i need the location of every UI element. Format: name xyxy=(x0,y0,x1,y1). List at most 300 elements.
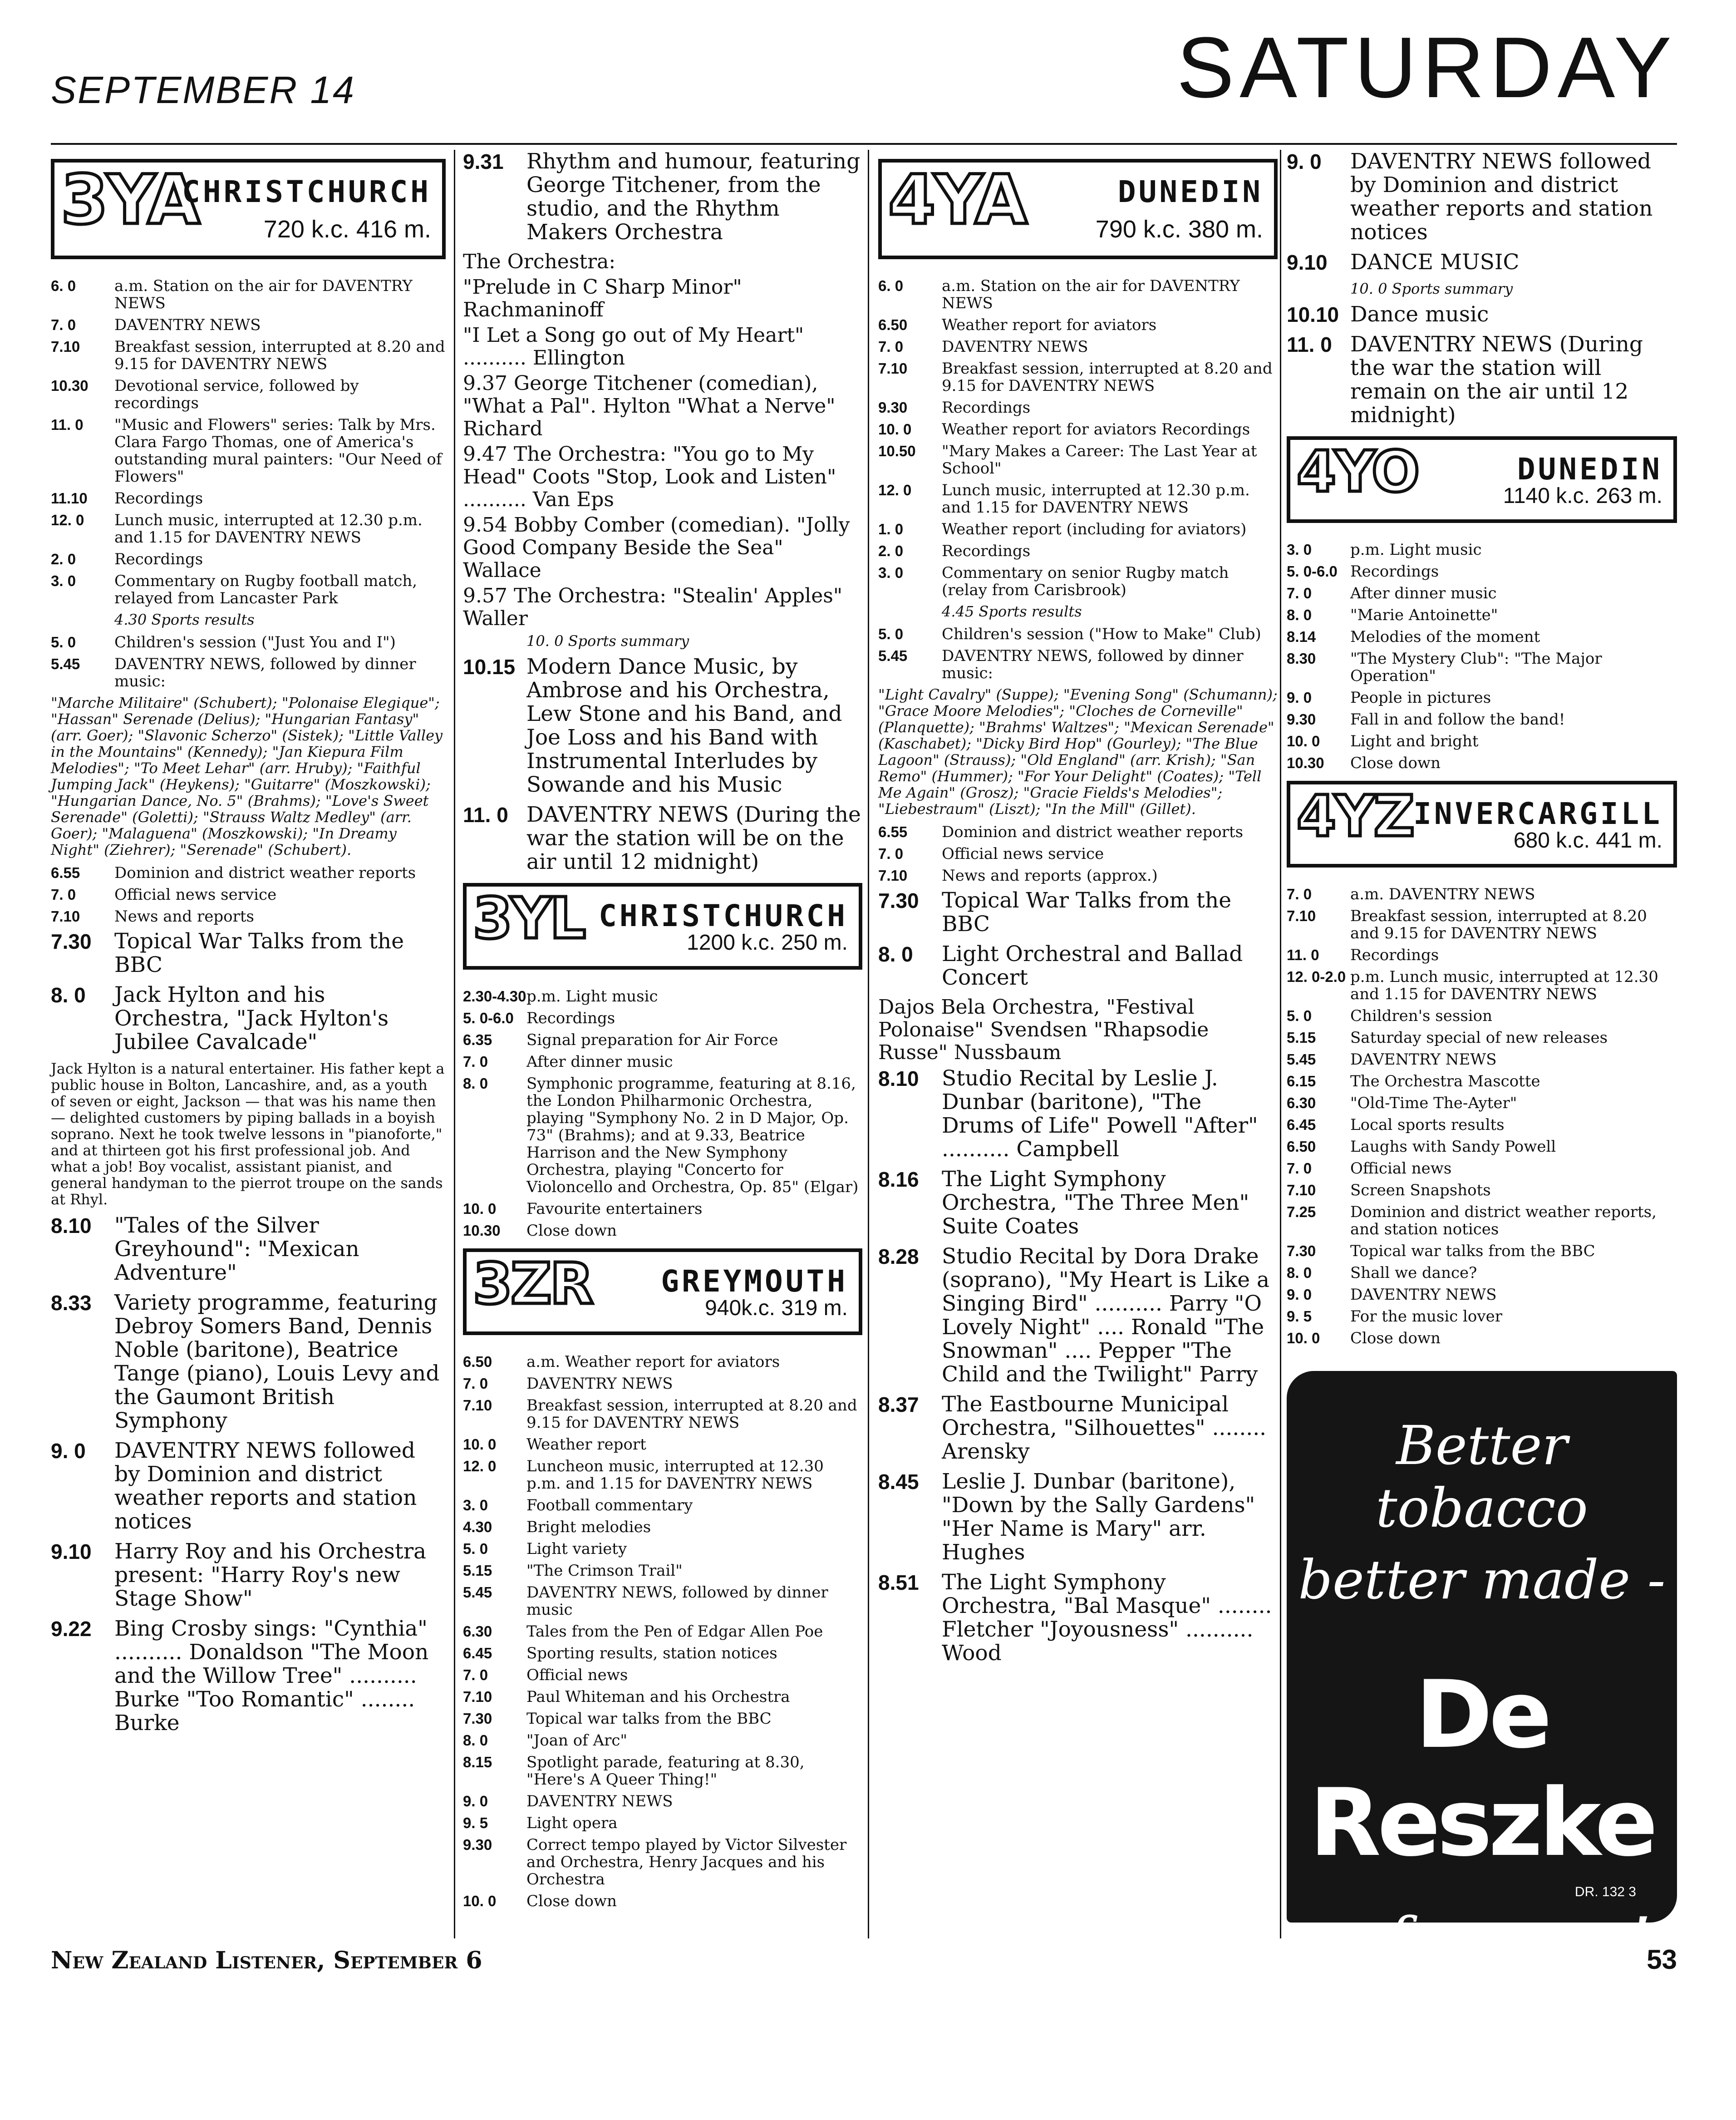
program-description: Close down xyxy=(1350,1329,1441,1347)
program-description: Recordings xyxy=(526,1009,615,1027)
program-row xyxy=(878,1067,1278,1161)
program-time: 6.50 xyxy=(463,1353,492,1370)
program-time: 6.15 xyxy=(1287,1073,1316,1090)
program-description: Favourite entertainers xyxy=(526,1200,703,1218)
program-description: Bright melodies xyxy=(526,1518,651,1536)
program-time: 8.51 xyxy=(878,1571,919,1594)
program-row xyxy=(51,886,446,903)
program-row xyxy=(1287,968,1677,1003)
program-time: 5. 0 xyxy=(463,1540,488,1557)
program-time: 7. 0 xyxy=(463,1666,488,1683)
program-description: Melodies of the moment xyxy=(1350,628,1540,646)
program-row xyxy=(1287,150,1677,244)
program-time: 7. 0 xyxy=(878,845,904,862)
program-row xyxy=(1287,1007,1677,1025)
program-row xyxy=(463,1010,862,1027)
program-row xyxy=(1287,628,1677,646)
program-description: Sporting results, station notices xyxy=(526,1644,777,1662)
program-row xyxy=(51,930,446,977)
program-row xyxy=(51,416,446,485)
program-time: 5.15 xyxy=(463,1562,492,1579)
program-description: Topical war talks from the BBC xyxy=(526,1710,772,1728)
program-time: 8. 0 xyxy=(1287,1264,1312,1281)
program-row xyxy=(878,542,1278,560)
program-row xyxy=(1287,754,1677,772)
program-row xyxy=(1287,1330,1677,1347)
column-3 xyxy=(878,150,1278,1938)
program-description: Weather report (including for aviators) xyxy=(942,520,1247,538)
program-row xyxy=(51,1291,446,1433)
program-row xyxy=(463,1584,862,1618)
program-time: 10.30 xyxy=(1287,754,1324,771)
station-call-sign: 4YO xyxy=(1297,439,1418,505)
program-time: 5.15 xyxy=(1287,1029,1316,1046)
program-row xyxy=(878,1571,1278,1665)
program-row xyxy=(463,655,862,797)
program-time: 9.30 xyxy=(463,1836,492,1853)
program-note: 10. 0 Sports summary xyxy=(526,632,689,650)
program-time: 9.31 xyxy=(463,150,504,173)
program-description: Studio Recital by Dora Drake (soprano), "My Heart is Like a Singing Bird" .......... Parry "O Lovely Night" .... Ronald "The Snowman" .... Pepper "The Child and the Twilight" Parry xyxy=(942,1244,1270,1387)
program-description: Official news service xyxy=(114,886,277,904)
station-call-sign: 3ZR xyxy=(473,1251,592,1317)
program-time: 11. 0 xyxy=(463,803,508,827)
dinner-music-list: "Light Cavalry" (Suppe); "Evening Song" (Schumann); "Grace Moore Melodies"; "Cloches de Corneville" (Planquette); "Brahms' Waltzes"; "Mexican Serenade" (Kaschabet); "Dicky Bird Hop" (Gourley); "The Blue Lagoon" (Strauss); "Old England" (arr. Krish); "San Remo" (Hummer); "For Your Delight" (Coates); "Tell Me Again" (Grosz); "Gracie Fields's Melodies"; "Liebestraum" (Liszt); "In the Mill" (Gillet). xyxy=(878,686,1278,818)
program-time: 8. 0 xyxy=(878,942,913,966)
program-time: 9.10 xyxy=(51,1540,92,1563)
program-time: 8.15 xyxy=(463,1754,492,1770)
program-row xyxy=(1287,1242,1677,1260)
program-detail-lines xyxy=(463,251,862,630)
program-time: 5.45 xyxy=(878,647,908,664)
station-box-3ya xyxy=(51,159,446,259)
program-description: Children's session ("How to Make" Club) xyxy=(942,625,1261,643)
program-row xyxy=(878,399,1278,416)
program-time: 9. 5 xyxy=(463,1814,488,1831)
program-time: 10. 0 xyxy=(1287,733,1320,749)
program-time: 10. 0 xyxy=(878,421,912,438)
program-description: DAVENTRY NEWS xyxy=(1350,1286,1497,1304)
program-description: Tales from the Pen of Edgar Allen Poe xyxy=(526,1622,823,1641)
program-description: a.m. DAVENTRY NEWS xyxy=(1350,885,1535,903)
program-note: 10. 0 Sports summary xyxy=(1350,280,1513,297)
program-description: Fall in and follow the band! xyxy=(1350,710,1565,729)
station-frequency: 680 k.c. 441 m. xyxy=(1513,828,1662,853)
program-row xyxy=(463,1814,862,1832)
program-row xyxy=(1287,585,1677,602)
program-time: 10.30 xyxy=(51,377,89,394)
column-1 xyxy=(51,150,446,1938)
program-row xyxy=(1287,650,1677,685)
program-time: 7. 0 xyxy=(463,1375,488,1392)
program-description: Studio Recital by Leslie J. Dunbar (baritone), "The Drums of Life" Powell "After" .......... Campbell xyxy=(942,1066,1258,1162)
program-description: Topical war talks from the BBC xyxy=(1350,1242,1595,1260)
column-2 xyxy=(463,150,862,1938)
program-description: Devotional service, followed by recordings xyxy=(114,377,359,412)
program-time: 5. 0 xyxy=(1287,1007,1312,1024)
page-date: SEPTEMBER 14 xyxy=(51,69,355,111)
program-row xyxy=(51,634,446,651)
program-row xyxy=(1287,711,1677,728)
program-time: 2. 0 xyxy=(51,551,76,567)
program-description: Official news xyxy=(1350,1159,1452,1178)
program-description: Light Orchestral and Ballad Concert xyxy=(942,942,1243,990)
program-detail-line: 9.57 The Orchestra: "Stealin' Apples" Waller xyxy=(463,584,843,630)
program-description: Breakfast session, interrupted at 8.20 and 9.15 for DAVENTRY NEWS xyxy=(1350,907,1647,942)
program-time: 7. 0 xyxy=(463,1053,488,1070)
program-time: 8.10 xyxy=(51,1214,92,1237)
program-row xyxy=(878,1393,1278,1464)
header-rule xyxy=(51,143,1677,145)
program-description: After dinner music xyxy=(1350,584,1497,602)
program-description: Breakfast session, interrupted at 8.20 and 9.15 for DAVENTRY NEWS xyxy=(526,1396,857,1432)
program-time: 9. 5 xyxy=(1287,1308,1312,1325)
ad-code: DR. 132 3 xyxy=(1574,1884,1636,1899)
program-row xyxy=(878,626,1278,643)
program-description: Commentary on Rugby football match, relayed from Lancaster Park xyxy=(114,572,418,607)
program-time: 11. 0 xyxy=(1287,947,1319,963)
program-time: 12. 0-2.0 xyxy=(1287,968,1346,985)
program-description: Saturday special of new releases xyxy=(1350,1029,1608,1047)
program-row xyxy=(51,1540,446,1611)
program-description: Close down xyxy=(526,1892,617,1910)
program-description: "Music and Flowers" series: Talk by Mrs. Clara Fargo Thomas, one of America's outstanding mural painters: "Our Need of Flowers" xyxy=(114,416,442,486)
program-time: 8.14 xyxy=(1287,628,1316,645)
program-list xyxy=(51,277,446,607)
program-description: Local sports results xyxy=(1350,1116,1505,1134)
program-description: Children's session xyxy=(1350,1007,1493,1025)
program-row xyxy=(878,647,1278,682)
program-row xyxy=(1287,1182,1677,1199)
program-description: Breakfast session, interrupted at 8.20 and 9.15 for DAVENTRY NEWS xyxy=(942,360,1273,395)
column-divider xyxy=(454,150,455,1938)
program-time: 2.30-4.30 xyxy=(463,988,526,1005)
station-box-3yl xyxy=(463,883,862,970)
program-description: Signal preparation for Air Force xyxy=(526,1031,778,1049)
program-row xyxy=(1287,1286,1677,1303)
program-row xyxy=(1287,1308,1677,1325)
program-time: 3. 0 xyxy=(51,572,76,589)
program-description: Football commentary xyxy=(526,1496,693,1514)
program-time: 9. 0 xyxy=(463,1793,488,1809)
page-number: 53 xyxy=(1647,1944,1677,1975)
program-time: 10.30 xyxy=(463,1222,501,1239)
program-description: Close down xyxy=(526,1222,617,1240)
program-description: p.m. Light music xyxy=(526,987,658,1006)
program-row xyxy=(1287,886,1677,903)
program-description: People in pictures xyxy=(1350,689,1491,707)
program-row xyxy=(1287,333,1677,427)
program-list xyxy=(463,655,862,874)
program-list xyxy=(51,864,446,925)
program-time: 8. 0 xyxy=(1287,606,1312,623)
program-row xyxy=(463,1397,862,1431)
program-time: 9.30 xyxy=(1287,711,1316,728)
program-time: 7.30 xyxy=(463,1710,492,1727)
program-row xyxy=(51,1439,446,1533)
station-call-sign: 4YA xyxy=(888,161,1026,240)
program-description: DAVENTRY NEWS (During the war the station will remain on the air until 12 midnight) xyxy=(1350,332,1643,428)
station-city: DUNEDIN xyxy=(1517,452,1662,487)
program-time: 10.10 xyxy=(1287,303,1339,326)
program-description: Variety programme, featuring Debroy Somers Band, Dennis Noble (baritone), Beatrice Tange (piano), Louis Levy and the Gaumont British Symphony xyxy=(114,1290,440,1433)
program-row xyxy=(1287,251,1677,274)
program-detail-line: 9.37 George Titchener (comedian), "What a Pal". Hylton "What a Nerve" Richard xyxy=(463,372,836,440)
program-list xyxy=(51,634,446,690)
station-city: CHRISTCHURCH xyxy=(182,174,431,209)
program-description: Recordings xyxy=(942,399,1031,417)
program-description: Correct tempo played by Victor Silvester and Orchestra, Henry Jacques and his Orchestra xyxy=(526,1836,847,1888)
program-detail-lines xyxy=(878,996,1278,1064)
program-description: DAVENTRY NEWS xyxy=(942,338,1088,356)
program-row xyxy=(51,377,446,412)
program-time: 5.45 xyxy=(463,1584,492,1601)
program-row xyxy=(463,1075,862,1196)
program-time: 11. 0 xyxy=(1287,333,1332,356)
program-row xyxy=(878,1470,1278,1564)
program-description: Weather report xyxy=(526,1435,646,1454)
program-row xyxy=(878,338,1278,355)
program-row xyxy=(463,1436,862,1453)
program-time: 9.30 xyxy=(878,399,908,416)
program-description: Topical War Talks from the BBC xyxy=(114,929,404,977)
program-time: 9. 0 xyxy=(1287,1286,1312,1303)
program-row xyxy=(878,867,1278,884)
program-time: 9. 0 xyxy=(1287,689,1312,706)
program-time: 9. 0 xyxy=(51,1439,86,1463)
program-description: Children's session ("Just You and I") xyxy=(114,633,396,651)
program-description: Rhythm and humour, featuring George Titchener, from the studio, and the Rhythm Makers Orchestra xyxy=(526,149,861,245)
program-time: 3. 0 xyxy=(878,564,904,581)
program-description: Official news service xyxy=(942,845,1104,863)
program-row xyxy=(463,1666,862,1684)
program-description: Commentary on senior Rugby match (relay from Carisbrook) xyxy=(942,564,1229,599)
program-time: 5. 0-6.0 xyxy=(463,1010,514,1026)
program-description: DAVENTRY NEWS xyxy=(114,316,261,334)
program-time: 7.30 xyxy=(51,930,92,953)
program-time: 6.45 xyxy=(1287,1116,1316,1133)
program-description: Laughs with Sandy Powell xyxy=(1350,1138,1556,1156)
program-time: 10.15 xyxy=(463,655,516,679)
program-description: Close down xyxy=(1350,754,1441,772)
program-note: 4.45 Sports results xyxy=(942,603,1082,620)
program-detail-line: "Prelude in C Sharp Minor" Rachmaninoff xyxy=(463,276,742,321)
program-description: Shall we dance? xyxy=(1350,1264,1477,1282)
program-row xyxy=(463,1053,862,1070)
program-time: 3. 0 xyxy=(1287,541,1312,558)
program-row xyxy=(51,512,446,546)
program-description: The Light Symphony Orchestra, "Bal Masque" ........ Fletcher "Joyousness" .......... Wood xyxy=(942,1570,1272,1666)
program-time: 6.30 xyxy=(1287,1095,1316,1111)
program-time: 6.30 xyxy=(463,1623,492,1640)
program-description: Weather report for aviators Recordings xyxy=(942,420,1250,439)
program-row xyxy=(878,889,1278,936)
program-description: "Marie Antoinette" xyxy=(1350,606,1498,624)
program-time: 11. 0 xyxy=(51,416,84,433)
program-list xyxy=(1287,886,1677,1347)
program-row xyxy=(878,443,1278,477)
program-row xyxy=(463,988,862,1005)
program-time: 5. 0 xyxy=(878,626,904,642)
program-time: 6.50 xyxy=(1287,1138,1316,1155)
program-row xyxy=(51,1617,446,1735)
program-time: 7. 0 xyxy=(51,886,76,903)
ad-tagline: - of course! xyxy=(1313,1904,1651,1973)
program-row xyxy=(51,277,446,312)
program-description: DAVENTRY NEWS, followed by dinner music: xyxy=(114,655,416,690)
program-time: 5.45 xyxy=(1287,1051,1316,1068)
program-description: Leslie J. Dunbar (baritone), "Down by the Sally Gardens" "Her Name is Mary" arr. Hughes xyxy=(942,1469,1255,1565)
program-description: DAVENTRY NEWS xyxy=(1350,1050,1497,1069)
program-time: 6.50 xyxy=(878,316,908,333)
program-row xyxy=(463,1623,862,1640)
program-description: "Joan of Arc" xyxy=(526,1731,628,1750)
program-row xyxy=(878,1168,1278,1238)
program-row xyxy=(51,551,446,568)
program-time: 7.10 xyxy=(878,867,908,884)
station-frequency: 1200 k.c. 250 m. xyxy=(687,931,848,955)
program-time: 10. 0 xyxy=(463,1200,497,1217)
program-list xyxy=(878,626,1278,682)
program-row xyxy=(463,150,862,244)
column-divider xyxy=(1280,150,1281,1938)
program-row xyxy=(1287,689,1677,706)
program-time: 12. 0 xyxy=(878,482,912,498)
program-description: Lunch music, interrupted at 12.30 p.m. and 1.15 for DAVENTRY NEWS xyxy=(114,511,423,547)
program-row xyxy=(1287,303,1677,326)
program-description: Lunch music, interrupted at 12.30 p.m. and 1.15 for DAVENTRY NEWS xyxy=(942,481,1250,517)
program-detail-line: The Orchestra: xyxy=(463,250,616,273)
program-list xyxy=(878,1067,1278,1665)
program-row xyxy=(51,572,446,607)
program-row xyxy=(51,656,446,690)
program-description: Dominion and district weather reports xyxy=(114,864,416,882)
program-row xyxy=(878,277,1278,312)
program-time: 6.55 xyxy=(878,823,908,840)
program-time: 7.30 xyxy=(878,889,919,912)
program-description: Harry Roy and his Orchestra present: "Harry Roy's new Stage Show" xyxy=(114,1539,427,1611)
program-time: 8.30 xyxy=(1287,650,1316,667)
ad-brand: De Reszke xyxy=(1309,1661,1655,1877)
program-time: 10. 0 xyxy=(463,1893,497,1909)
program-row xyxy=(878,421,1278,438)
program-time: 3. 0 xyxy=(463,1497,488,1514)
program-row xyxy=(463,1540,862,1558)
program-time: 12. 0 xyxy=(51,512,84,528)
program-time: 8. 0 xyxy=(51,983,86,1007)
program-description: Recordings xyxy=(1350,946,1439,964)
program-row xyxy=(51,864,446,882)
program-time: 8.28 xyxy=(878,1245,919,1268)
station-frequency: 790 k.c. 380 m. xyxy=(1095,216,1263,243)
program-description: Breakfast session, interrupted at 8.20 and 9.15 for DAVENTRY NEWS xyxy=(114,338,445,373)
program-row xyxy=(1287,1203,1677,1238)
program-row xyxy=(463,803,862,874)
program-description: "The Mystery Club": "The Major Operation" xyxy=(1350,650,1602,685)
program-time: 7.10 xyxy=(1287,907,1316,924)
program-description: Official news xyxy=(526,1666,628,1684)
station-city: CHRISTCHURCH xyxy=(599,898,848,933)
program-description: Light opera xyxy=(526,1814,618,1832)
dinner-music-list: "Marche Militaire" (Schubert); "Polonaise Elegique"; "Hassan" Serenade (Delius); "Hungarian Fantasy" (arr. Goer); "Slavonic Scherzo" (Sistek); "Little Valley in the Mountains" (Kennedy); "Jan Kiepura Film Melodies"; "To Meet Lehar" (arr. Hruby); "Faithful Jumping Jack" (Heykens); "Guitarre" (Moszkowski); "Hungarian Dance, No. 5" (Brahms); "Love's Sweet Serenade" (Goletti); "Strauss Waltz Medley" (arr. Goer); "Malaguena" (Moszkowski); "In Dreamy Night" (Ziehrer); "Serenade" (Schubert). xyxy=(51,694,443,858)
program-description: Light and bright xyxy=(1350,732,1479,750)
program-description: Recordings xyxy=(114,550,203,568)
program-description: Topical War Talks from the BBC xyxy=(942,888,1232,937)
program-row xyxy=(1287,541,1677,558)
program-list xyxy=(878,823,1278,884)
program-row xyxy=(878,942,1278,990)
program-detail-line: 9.47 The Orchestra: "You go to My Head" Coots "Stop, Look and Listen" .......... Van Eps xyxy=(463,443,836,511)
program-description: a.m. Station on the air for DAVENTRY NEWS xyxy=(942,277,1240,312)
program-description: p.m. Light music xyxy=(1350,541,1482,559)
program-description: Luncheon music, interrupted at 12.30 p.m. and 1.15 for DAVENTRY NEWS xyxy=(526,1457,824,1493)
program-description: DANCE MUSIC xyxy=(1350,250,1520,275)
program-description: DAVENTRY NEWS, followed by dinner music: xyxy=(942,647,1244,682)
footer-publication: New Zealand Listener, September 6 xyxy=(51,1947,482,1974)
program-list xyxy=(463,150,862,244)
program-time: 8.37 xyxy=(878,1393,919,1416)
program-row xyxy=(463,1645,862,1662)
program-description: Dominion and district weather reports xyxy=(942,823,1244,841)
station-city: INVERCARGILL xyxy=(1413,796,1662,831)
program-row xyxy=(1287,733,1677,750)
program-row xyxy=(1287,563,1677,580)
station-call-sign: 3YA xyxy=(61,161,198,240)
program-row xyxy=(51,1214,446,1285)
program-description: News and reports xyxy=(114,907,254,926)
station-box-4yo xyxy=(1287,436,1677,523)
program-note: 4.30 Sports results xyxy=(114,611,255,628)
program-row xyxy=(463,1893,862,1910)
program-description: Screen Snapshots xyxy=(1350,1181,1491,1199)
program-row xyxy=(463,1836,862,1888)
station-city: GREYMOUTH xyxy=(661,1264,848,1299)
program-row xyxy=(463,1519,862,1536)
program-row xyxy=(1287,1160,1677,1177)
program-time: 10. 0 xyxy=(1287,1330,1320,1346)
program-row xyxy=(463,1688,862,1706)
program-row xyxy=(463,1710,862,1727)
program-list xyxy=(463,988,862,1239)
program-description: Dominion and district weather reports, and station notices xyxy=(1350,1203,1657,1238)
station-frequency: 720 k.c. 416 m. xyxy=(263,216,431,243)
program-row xyxy=(1287,947,1677,964)
station-box-3zr xyxy=(463,1248,862,1335)
program-time: 6.55 xyxy=(51,864,80,881)
program-row xyxy=(878,482,1278,516)
program-time: 6.45 xyxy=(463,1645,492,1661)
program-description: Bing Crosby sings: "Cynthia" .......... Donaldson "The Moon and the Willow Tree" .......... Burke "Too Romantic" ........ Burke xyxy=(114,1616,429,1735)
program-row xyxy=(1287,606,1677,624)
program-row xyxy=(878,316,1278,334)
program-time: 7. 0 xyxy=(1287,1160,1312,1177)
program-time: 7.30 xyxy=(1287,1242,1316,1259)
program-row xyxy=(1287,1116,1677,1134)
program-time: 6.35 xyxy=(463,1031,492,1048)
station-frequency: 940k.c. 319 m. xyxy=(705,1296,848,1320)
station-city: DUNEDIN xyxy=(1117,174,1263,209)
program-description: Light variety xyxy=(526,1540,627,1558)
program-description: The Orchestra Mascotte xyxy=(1350,1072,1540,1090)
program-row xyxy=(878,823,1278,841)
program-time: 4.30 xyxy=(463,1519,492,1535)
program-row xyxy=(463,1732,862,1749)
program-list xyxy=(51,930,446,1054)
program-description: For the music lover xyxy=(1350,1307,1502,1326)
program-description: Recordings xyxy=(942,542,1031,560)
program-description: DAVENTRY NEWS followed by Dominion and district weather reports and station notices xyxy=(1350,149,1653,245)
program-time: 7.10 xyxy=(463,1688,492,1705)
